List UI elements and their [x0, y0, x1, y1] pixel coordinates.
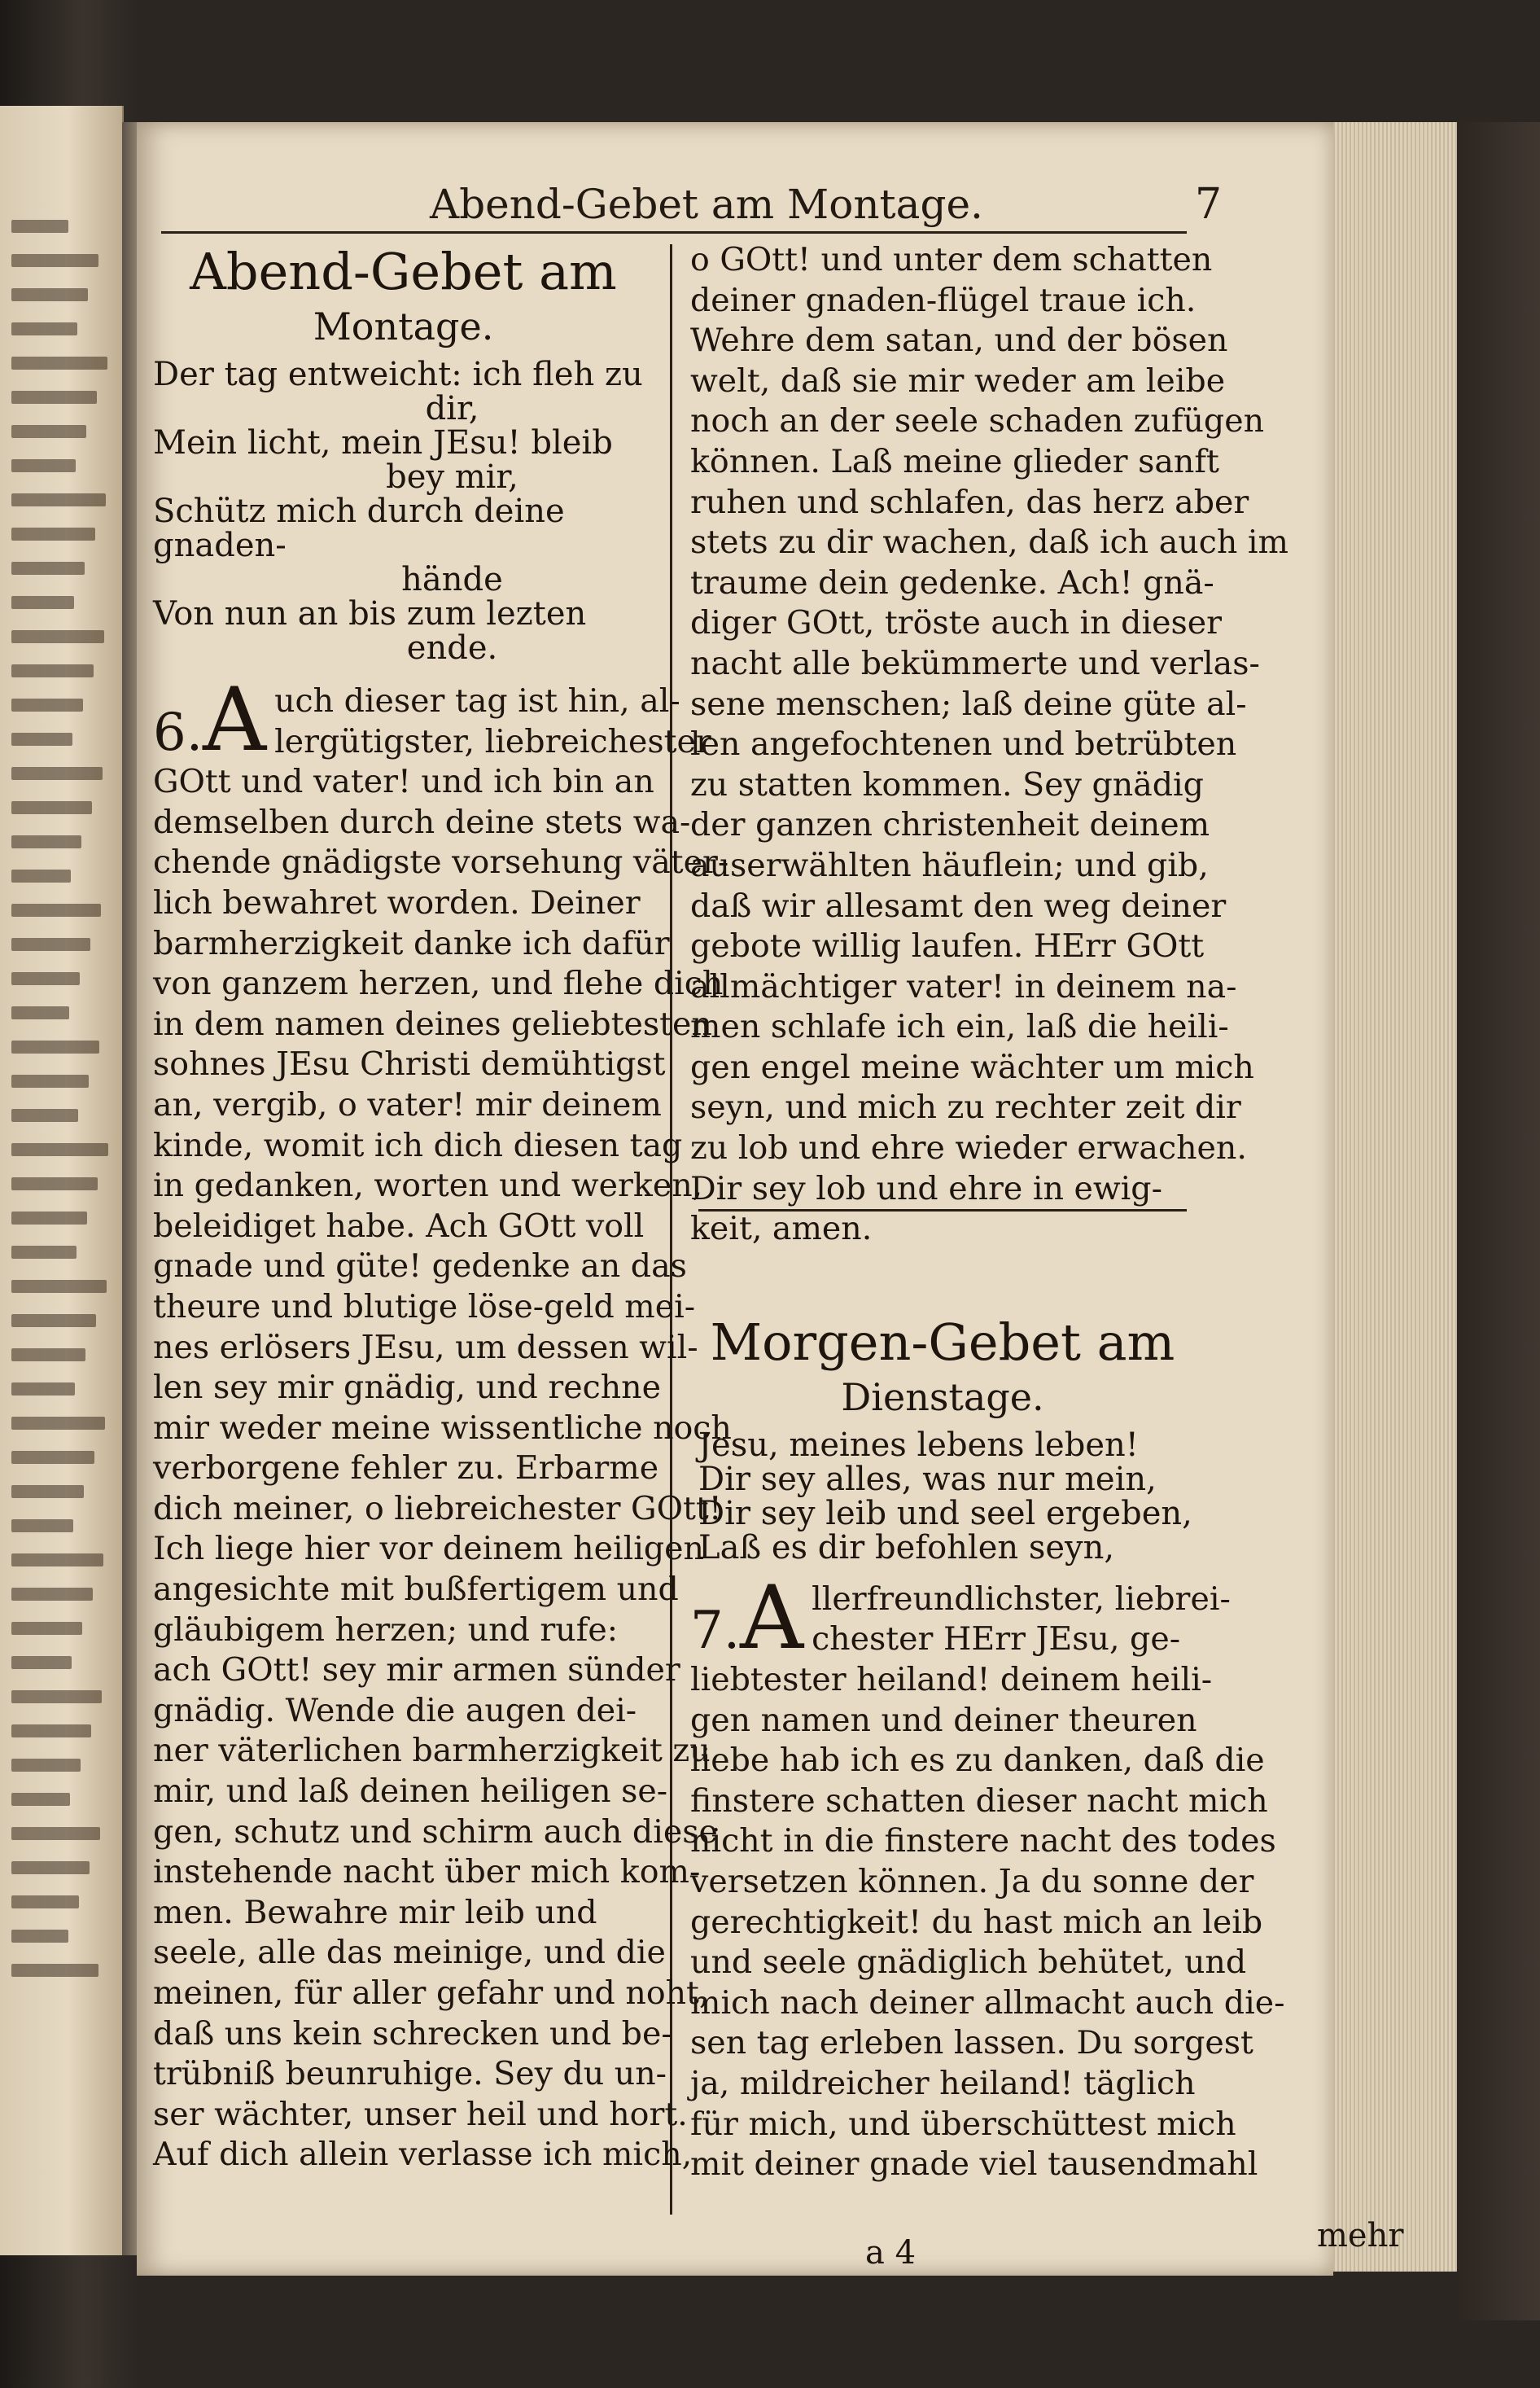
text-line: Dir sey lob und ehre in ewig- — [690, 1169, 1162, 1207]
previous-page-line — [11, 1075, 89, 1088]
previous-page-line — [11, 288, 88, 301]
text-line: deiner gnaden-flügel traue ich. — [690, 281, 1197, 319]
previous-page-line — [11, 562, 85, 575]
text-line: gen engel meine wächter um mich — [690, 1048, 1254, 1086]
prayer-number: 7. — [690, 1600, 741, 1661]
drop-cap: A — [740, 1566, 804, 1669]
previous-page-line — [11, 220, 68, 233]
text-line: chester HErr JEsu, ge- — [812, 1620, 1181, 1658]
previous-page-line — [11, 1827, 100, 1840]
hymn-verse — [690, 1428, 1195, 1565]
text-line: von ganzem herzen, und flehe dich — [153, 965, 724, 1003]
text-line: chende gnädigste vorsehung väter- — [153, 843, 729, 882]
previous-page-line — [11, 870, 71, 883]
text-line: traume dein gedenke. Ach! gnä- — [690, 563, 1214, 602]
text-line: der ganzen christenheit deinem — [690, 806, 1210, 844]
previous-page-line — [11, 493, 106, 506]
previous-page-line — [11, 1314, 96, 1327]
previous-page-line — [11, 1690, 102, 1703]
right-column — [690, 240, 1288, 2185]
text-line: seele, alle das meinige, und die — [153, 1934, 666, 1972]
text-line: beleidiget habe. Ach GOtt voll — [153, 1207, 645, 1245]
previous-page-line — [11, 1519, 73, 1532]
text-line: angesichte mit bußfertigem und — [153, 1571, 679, 1609]
verse-line: Schütz mich durch deine gnaden- — [153, 493, 565, 564]
text-line: dich meiner, o liebreichester GOtt! — [153, 1489, 722, 1527]
previous-page-line — [11, 1417, 105, 1430]
previous-page-line — [11, 1041, 99, 1054]
printer-signature: a 4 — [865, 2234, 917, 2272]
previous-page-line — [11, 630, 104, 643]
text-line: diger GOtt, tröste auch in dieser — [690, 604, 1222, 642]
prayer-paragraph — [153, 669, 732, 2175]
text-line: Wehre dem satan, und der bösen — [690, 322, 1228, 360]
prayer-number: 6. — [153, 703, 203, 763]
text-line: ach GOtt! sey mir armen sünder — [153, 1651, 680, 1689]
previous-page-line — [11, 1109, 78, 1122]
previous-page-line — [11, 1143, 108, 1156]
text-line: nacht alle bekümmerte und verlas- — [690, 644, 1260, 682]
section-subheading: Montage. — [313, 305, 494, 348]
previous-page-line — [11, 1861, 90, 1874]
text-line: nes erlösers JEsu, um dessen wil- — [153, 1328, 698, 1366]
text-line: in gedanken, worten und werken, — [153, 1167, 703, 1205]
text-line: ruhen und schlafen, das herz aber — [690, 483, 1249, 521]
previous-page-line — [11, 1964, 98, 1977]
previous-page-line — [11, 972, 80, 985]
previous-page-line — [11, 1280, 107, 1293]
text-line: versetzen können. Ja du sonne der — [690, 1863, 1254, 1900]
text-line: mich nach deiner allmacht auch die- — [690, 1983, 1285, 2022]
text-line: gnädig. Wende die augen dei- — [153, 1691, 637, 1729]
text-line: gebote willig laufen. HErr GOtt — [690, 927, 1205, 966]
text-line: uch dieser tag ist hin, al- — [274, 682, 680, 720]
text-line: noch an der seele schaden zufügen — [690, 402, 1265, 440]
previous-page-line — [11, 357, 107, 370]
left-column — [153, 240, 732, 2175]
previous-page-line — [11, 1793, 70, 1806]
text-line: GOtt und vater! und ich bin an — [153, 763, 654, 801]
text-line: liebtester heiland! deinem heili- — [690, 1661, 1213, 1699]
text-line: len sey mir gnädig, und rechne — [153, 1369, 661, 1407]
drop-cap: A — [203, 669, 267, 771]
previous-page-line — [11, 801, 92, 814]
text-line: barmherzigkeit danke ich dafür — [153, 924, 670, 962]
previous-page-line — [11, 1930, 68, 1943]
page-block-edge — [1327, 122, 1457, 2272]
text-line: demselben durch deine stets wa- — [153, 803, 691, 841]
text-line: nicht in die finstere nacht des todes — [690, 1822, 1276, 1860]
previous-page-line — [11, 938, 90, 951]
verse-line: ende. — [406, 629, 498, 667]
text-line: ser wächter, unser heil und hort. — [153, 2095, 688, 2133]
section-rule — [698, 1209, 1187, 1212]
book-cover-right — [1457, 122, 1540, 2320]
text-line: lergütigster, liebreichester — [274, 722, 711, 760]
text-line: zu lob und ehre wieder erwachen. — [690, 1129, 1247, 1168]
text-line: llerfreundlichster, liebrei- — [812, 1580, 1231, 1618]
text-line: auserwählten häuflein; und gib, — [690, 846, 1209, 884]
section-heading: Morgen-Gebet am — [710, 1312, 1175, 1372]
text-line: o GOtt! und unter dem schatten — [690, 241, 1213, 278]
previous-page-line — [11, 904, 101, 917]
verse-line: Dir sey alles, was nur mein, — [698, 1460, 1157, 1498]
text-line: mir weder meine wissentliche noch — [153, 1409, 732, 1447]
text-line: sen tag erleben lassen. Du sorgest — [690, 2024, 1253, 2062]
previous-page-line — [11, 1451, 94, 1464]
text-line: allmächtiger vater! in deinem na- — [690, 967, 1237, 1006]
previous-page-line — [11, 1212, 87, 1225]
previous-page-line — [11, 1656, 72, 1669]
previous-page-line — [11, 254, 98, 267]
previous-page-edge — [0, 106, 124, 2255]
text-line: men schlafe ich ein, laß die heili- — [690, 1008, 1229, 1046]
text-line: verborgene fehler zu. Erbarme — [153, 1449, 659, 1488]
text-line: Auf dich allein verlasse ich mich, — [153, 2136, 693, 2174]
text-line: gnade und güte! gedenke an das — [153, 1247, 687, 1286]
previous-page-line — [11, 1759, 81, 1772]
prayer-continuation — [690, 240, 1288, 1250]
catchword: mehr — [1317, 2217, 1404, 2254]
text-line: gläubigem herzen; und rufe: — [153, 1610, 619, 1649]
previous-page-line — [11, 699, 83, 712]
previous-page-line — [11, 1348, 85, 1361]
verse-line: Der tag entweicht: ich fleh zu — [153, 356, 643, 393]
text-line: sene menschen; laß deine güte al- — [690, 685, 1247, 723]
verse-line: Laß es dir befohlen seyn, — [698, 1528, 1115, 1566]
text-line: gen, schutz und schirm auch diese — [153, 1812, 718, 1851]
text-line: gerechtigkeit! du hast mich an leib — [690, 1903, 1263, 1941]
text-line: lich bewahret worden. Deiner — [153, 883, 641, 922]
previous-page-line — [11, 1724, 91, 1737]
hymn-verse — [153, 357, 654, 665]
text-line: ja, mildreicher heiland! täglich — [690, 2064, 1196, 2102]
text-line: theure und blutige löse-geld mei- — [153, 1287, 696, 1325]
text-line: sohnes JEsu Christi demühtigst — [153, 1045, 666, 1084]
text-line: keit, amen. — [690, 1210, 873, 1248]
section-heading: Abend-Gebet am — [190, 242, 617, 301]
previous-page-line — [11, 1895, 79, 1908]
verse-line: bey mir, — [386, 458, 518, 496]
previous-page-line — [11, 459, 76, 472]
prayer-paragraph — [690, 1566, 1285, 2185]
text-line: meinen, für aller gefahr und noht, — [153, 1974, 710, 2012]
text-line: welt, daß sie mir weder am leibe — [690, 361, 1226, 400]
header-rule — [161, 231, 1187, 234]
text-line: len angefochtenen und betrübten — [690, 725, 1237, 764]
previous-page-text-lines — [11, 220, 109, 1998]
previous-page-line — [11, 391, 97, 404]
book-page — [137, 122, 1404, 2276]
verse-line: dir, — [425, 390, 479, 427]
column-divider — [670, 244, 672, 2215]
previous-page-line — [11, 1588, 93, 1601]
text-line: können. Laß meine glieder sanft — [690, 442, 1219, 480]
verse-line: Jesu, meines lebens leben! — [698, 1426, 1139, 1464]
previous-page-line — [11, 1553, 103, 1566]
text-line: ner väterlichen barmherzigkeit zu — [153, 1732, 711, 1770]
previous-page-line — [11, 1177, 98, 1190]
text-line: Ich liege hier vor deinem heiligen — [153, 1530, 704, 1568]
previous-page-line — [11, 1485, 84, 1498]
verse-line: Mein licht, mein JEsu! bleib — [153, 424, 613, 462]
text-line: mir, und laß deinen heiligen se- — [153, 1772, 668, 1811]
previous-page-line — [11, 1382, 75, 1396]
drop-cap-block — [153, 669, 267, 771]
text-line: stets zu dir wachen, daß ich auch im — [690, 524, 1288, 562]
text-line: zu statten kommen. Sey gnädig — [690, 765, 1204, 804]
text-line: finstere schatten dieser nacht mich — [690, 1781, 1268, 1820]
text-line: trübniß beunruhige. Sey du un- — [153, 2055, 667, 2093]
verse-line: hände — [401, 561, 503, 598]
previous-page-line — [11, 322, 77, 335]
page-number: 7 — [1195, 180, 1223, 229]
text-line: seyn, und mich zu rechter zeit dir — [690, 1089, 1241, 1127]
drop-cap-block — [690, 1566, 804, 1669]
text-line: kinde, womit ich dich diesen tag — [153, 1126, 683, 1164]
text-line: instehende nacht über mich kom- — [153, 1853, 701, 1891]
text-line: an, vergib, o vater! mir deinem — [153, 1085, 662, 1124]
text-line: mit deiner gnade viel tausendmahl — [690, 2145, 1258, 2184]
text-line: in dem namen deines geliebtesten — [153, 1005, 712, 1043]
text-line: daß uns kein schrecken und be- — [153, 2014, 672, 2053]
section-subheading: Dienstage. — [841, 1374, 1044, 1419]
text-line: und seele gnädiglich behütet, und — [690, 1943, 1247, 1982]
running-head: Abend-Gebet am Montage. — [430, 181, 983, 228]
prayer-text — [153, 681, 732, 2175]
text-line: liebe hab ich es zu danken, daß die — [690, 1742, 1265, 1780]
text-line: gen namen und deiner theuren — [690, 1701, 1197, 1739]
previous-page-line — [11, 835, 81, 848]
previous-page-line — [11, 767, 103, 780]
previous-page-line — [11, 733, 72, 746]
previous-page-line — [11, 1006, 69, 1019]
previous-page-line — [11, 1622, 82, 1635]
verse-line: Dir sey leib und seel ergeben, — [698, 1494, 1192, 1532]
text-line: daß wir allesamt den weg deiner — [690, 887, 1227, 925]
prayer-text — [690, 1580, 1285, 2185]
verse-line: Von nun an bis zum lezten — [153, 595, 587, 633]
previous-page-line — [11, 664, 94, 677]
text-line: für mich, und überschüttest mich — [690, 2105, 1236, 2143]
text-line: men. Bewahre mir leib und — [153, 1893, 597, 1931]
previous-page-line — [11, 1246, 77, 1259]
previous-page-line — [11, 425, 86, 438]
previous-page-line — [11, 596, 74, 609]
previous-page-line — [11, 528, 95, 541]
